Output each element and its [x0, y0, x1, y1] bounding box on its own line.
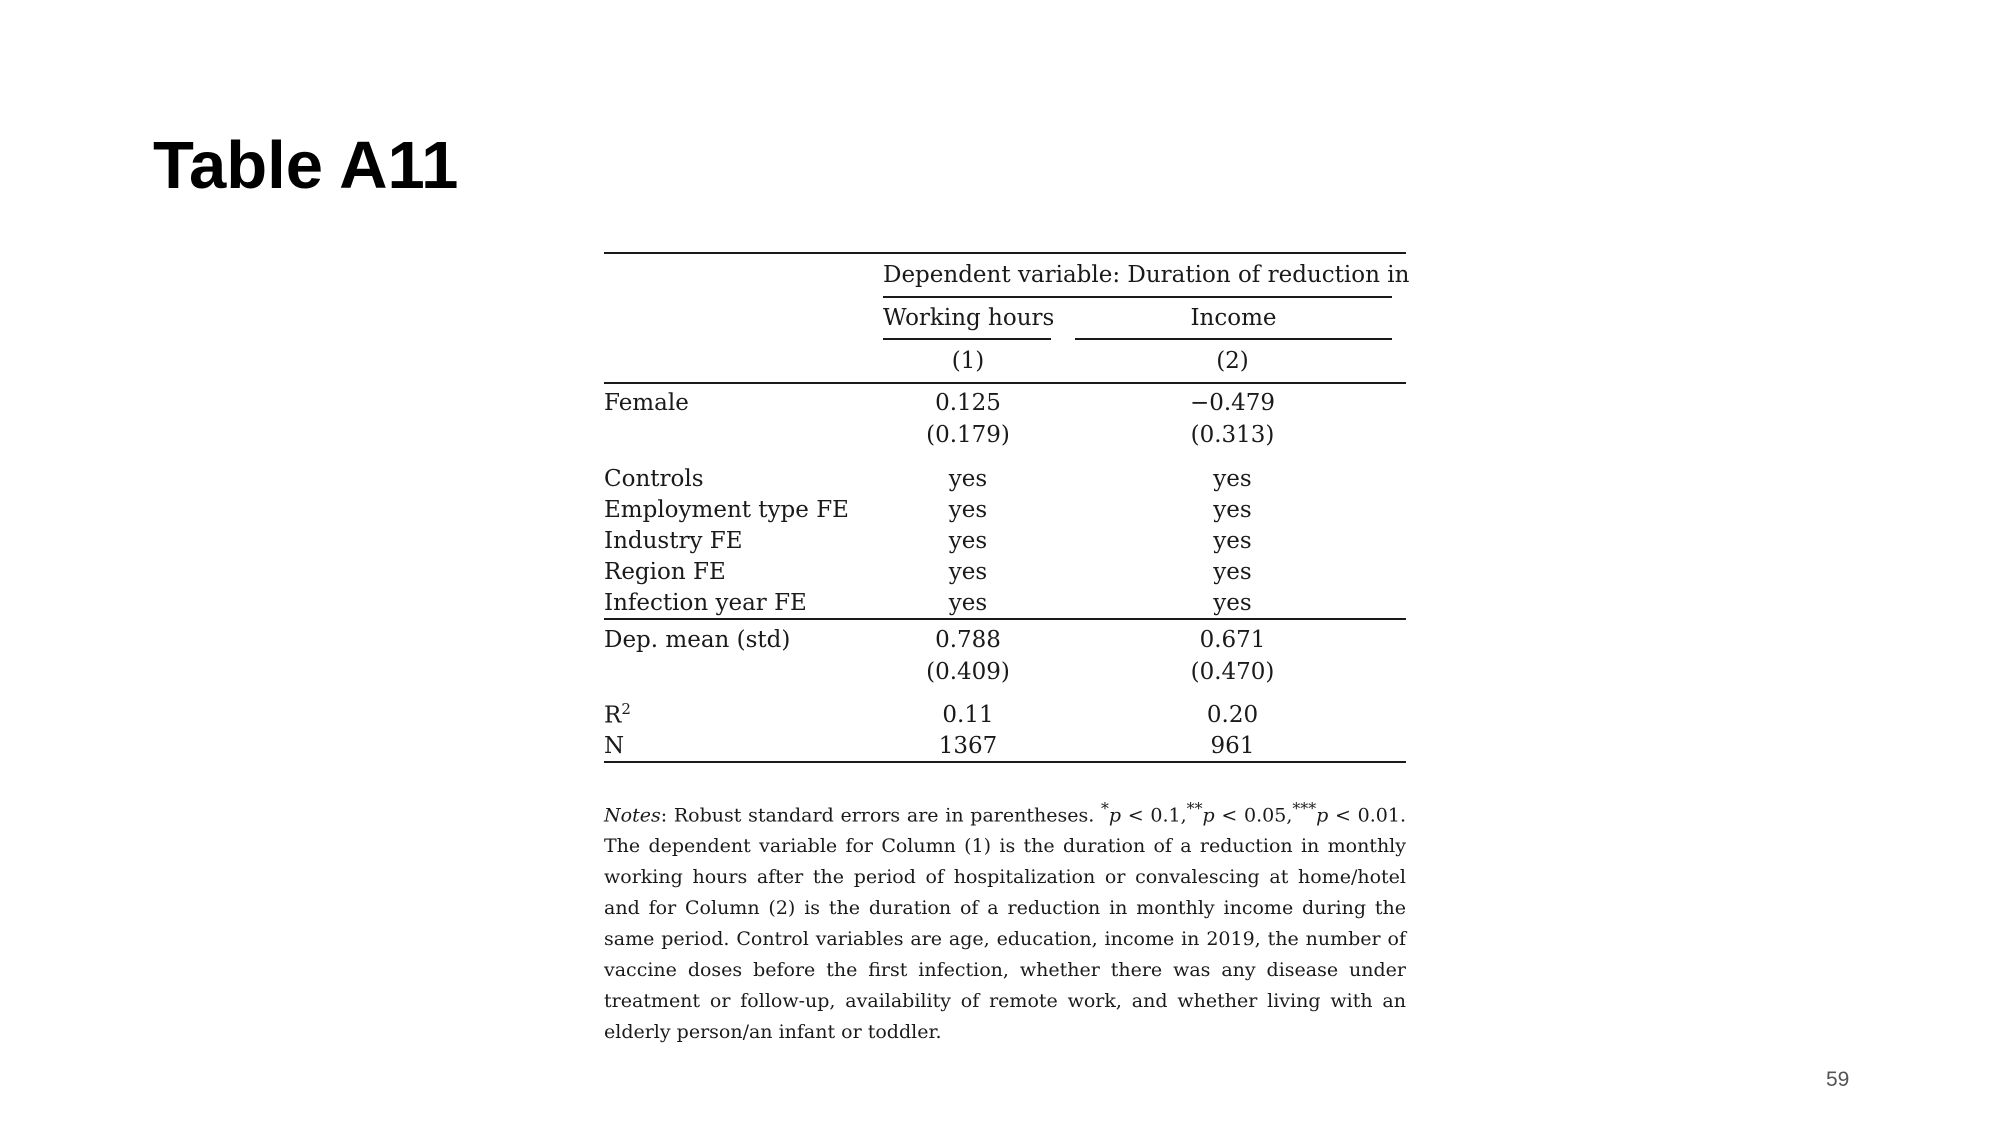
notes-body: The dependent variable for Column (1) is the duration of a reduction in monthly working hours after the period of hospitalization or convalescing at home/hotel and for Column (2) is the duration of a reduction in monthly income during the same period. Control variables are age, education, income in 2019, the number of vaccine doses before the first infection, whether there was any disease under treatment or follow-up, availability of remote work, and whether living with an elderly person/an infant or toddler.: [604, 835, 1406, 1044]
row-label-region-fe: Region FE: [604, 558, 726, 585]
row-label-controls: Controls: [604, 465, 704, 492]
row-label-dep-mean: Dep. mean (std): [604, 626, 791, 653]
table-row: [604, 699, 1406, 730]
dep-mean-col2: 0.671: [1199, 626, 1266, 653]
coef-female-col2: −0.479: [1189, 390, 1276, 416]
table-row: [604, 383, 1406, 422]
dependent-variable-header-row: [604, 253, 1406, 298]
row-label-r-squared: $R^2$: [604, 700, 631, 729]
controls-col1: yes: [948, 465, 988, 492]
table-row: [604, 422, 1406, 453]
column-number-row: [604, 340, 1406, 383]
dependent-variable-header: Dependent variable: Duration of reduction in: [883, 254, 1392, 298]
table-row: [604, 556, 1406, 587]
table-notes: Notes: Robust standard errors are in parentheses. *p < 0.1,**p < 0.05,***p < 0.01. The dependent variable for Column (1) is the duration of a reduction in monthly working hours after the period of hospitalization or convalescing at home/hotel and for Column (2) is the duration of a reduction in monthly income during the same period. Control variables are age, education, income in 2019, the number of vaccine doses before the first infection, whether there was any disease under treatment or follow-up, availability of remote work, and whether living with an elderly person/an infant or toddler.: [604, 799, 1406, 1044]
table-row: [604, 659, 1406, 689]
page-number: 59: [1826, 1068, 1850, 1091]
notes-label: Notes: [604, 804, 661, 827]
table-row: [604, 619, 1406, 659]
employment-fe-col2: yes: [1213, 496, 1252, 523]
region-fe-col2: yes: [1213, 558, 1252, 585]
n-col2: 961: [1073, 730, 1406, 762]
table-row: [604, 463, 1406, 494]
r2-col1: 0.11: [942, 701, 994, 728]
dep-mean-col1: 0.788: [935, 626, 1001, 653]
regression-table: [604, 252, 1410, 763]
table-row: [604, 587, 1406, 619]
column-number-2: (2): [1073, 340, 1406, 383]
column-header-row: [604, 298, 1406, 340]
r2-col2: 0.20: [1206, 701, 1259, 728]
column-header-income: Income: [1075, 298, 1392, 340]
industry-fe-col2: yes: [1213, 527, 1252, 554]
row-label-industry-fe: Industry FE: [604, 527, 743, 554]
dep-std-col2: (0.470): [1190, 659, 1275, 685]
se-female-col1: (0.179): [926, 422, 1010, 448]
regression-table-figure: [604, 252, 1410, 1048]
n-col1: 1367: [883, 730, 1073, 762]
row-label-female: Female: [604, 390, 689, 416]
column-header-working-hours: Working hours: [883, 298, 1051, 340]
coef-female-col1: 0.125: [935, 390, 1001, 416]
dep-std-col1: (0.409): [926, 659, 1010, 685]
slide-title: Table A11: [153, 128, 459, 203]
table-row: [604, 525, 1406, 556]
controls-col2: yes: [1213, 465, 1252, 492]
infection-fe-col1: yes: [883, 587, 1073, 619]
row-label-n: N: [604, 730, 883, 762]
infection-fe-col2: yes: [1073, 587, 1406, 619]
column-number-1: (1): [883, 340, 1073, 383]
superscript-2: 2: [621, 700, 631, 719]
region-fe-col1: yes: [948, 558, 988, 585]
employment-fe-col1: yes: [948, 496, 988, 523]
row-label-infection-year-fe: Infection year FE: [604, 587, 883, 619]
table-row: [604, 494, 1406, 525]
table-row: [604, 730, 1406, 762]
se-female-col2: (0.313): [1190, 422, 1275, 448]
industry-fe-col1: yes: [948, 527, 988, 554]
row-label-employment-type-fe: Employment type FE: [604, 496, 849, 523]
